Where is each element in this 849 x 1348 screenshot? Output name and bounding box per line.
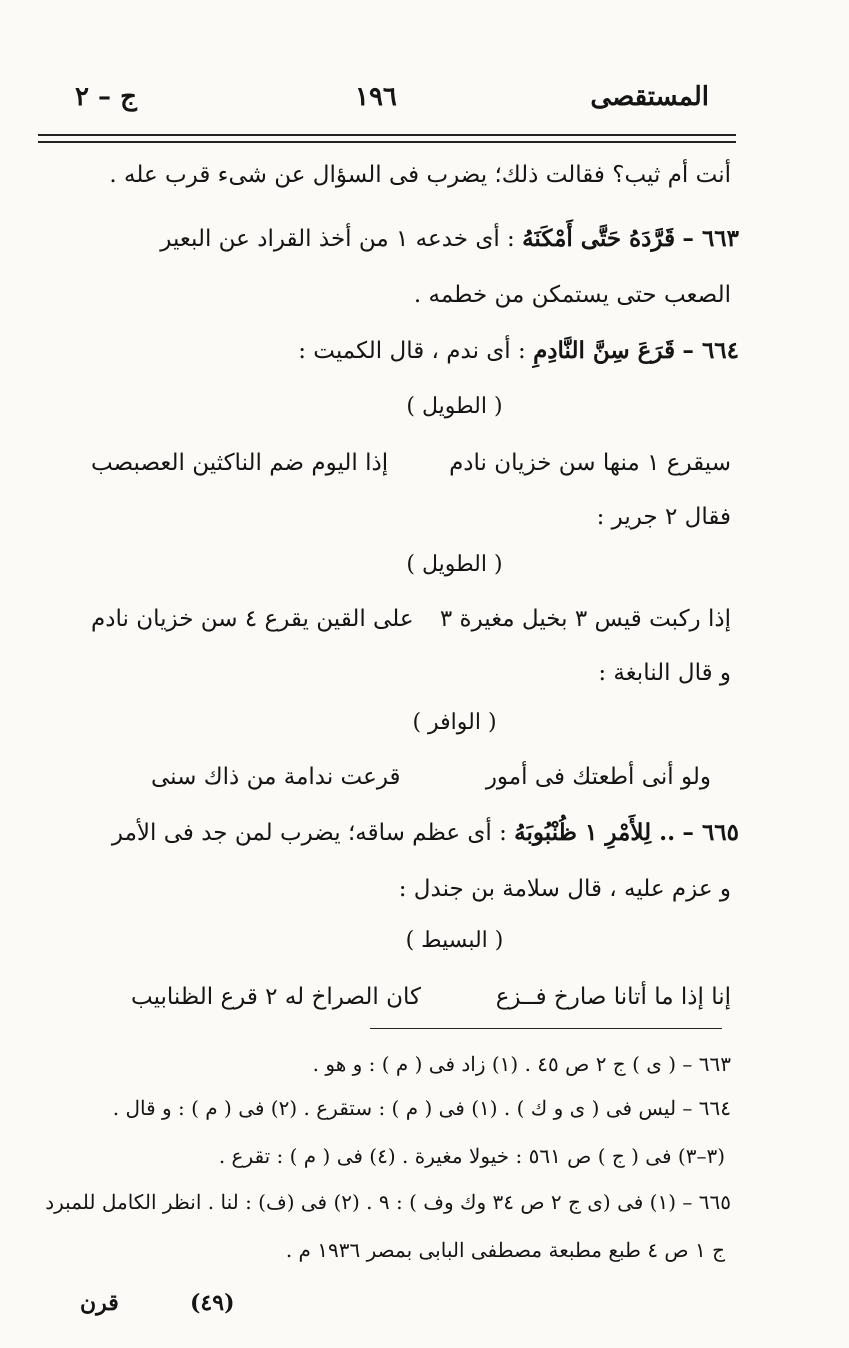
verse-hemistich-second: إذا اليوم ضم الناكثين العصبصب <box>91 450 389 476</box>
header-rule-top <box>38 134 736 136</box>
verse-hemistich-first: ولو أنى أطعتك فى أمور <box>485 764 711 790</box>
text-line: أنت أم ثيب؟ فقالت ذلك؛ يضرب فى السؤال عن شىء قرب عله . <box>109 162 731 188</box>
verse-line <box>91 604 731 634</box>
meter-label: ( الطويل ) <box>406 394 503 419</box>
entry-number: ٦٦٤ – <box>682 337 739 364</box>
meter-label: ( البسيط ) <box>405 928 504 953</box>
entry-text: : أى عظم ساقه؛ يضرب لمن جد فى الأمر <box>111 820 507 846</box>
entry-headword: قَرَعَ سِنَّ النَّادِمِ <box>533 337 676 364</box>
page-number: ١٩٦ <box>355 82 397 112</box>
verse-hemistich-second: قرعت ندامة من ذاك سنى <box>151 764 401 790</box>
footnote-line: ج ١ ص ٤ طبع مطبعة مصطفى البابى بمصر ١٩٣٦ م . <box>285 1238 725 1262</box>
book-title: المستقصى <box>590 82 709 112</box>
entry-headword: قَرَّدَهُ حَتَّى أَمْكَنَهُ <box>522 225 676 252</box>
footnote-line: ٦٦٣ – ( ى ) ج ٢ ص ٤٥ . (١) زاد فى ( م ) : و هو . <box>312 1052 731 1076</box>
verse-hemistich-first: إنا إذا ما أتانا صارخ فــزع <box>495 984 731 1010</box>
verse-line <box>131 982 731 1012</box>
text-line: الصعب حتى يستمكن من خطمه . <box>413 282 731 308</box>
verse-line <box>151 762 711 792</box>
meter-label: ( الطويل ) <box>406 552 503 577</box>
footnote-rule <box>370 1028 722 1029</box>
verse-hemistich-first: سيقرع ١ منها سن خزيان نادم <box>449 450 731 476</box>
entry-text: : أى خدعه ١ من أخذ القراد عن البعير <box>160 226 515 252</box>
entry-number: ٦٦٣ – <box>682 225 739 252</box>
running-header <box>55 82 709 122</box>
text-line: فقال ٢ جرير : <box>596 504 731 530</box>
entry-headword: .. لِلأَمْرِ ١ ظُنْبُوبَهُ <box>514 819 676 846</box>
text-line: و عزم عليه ، قال سلامة بن جندل : <box>398 876 731 902</box>
footnote-line: (٣–٣) فى ( ج ) ص ٥٦١ : خيولا مغيرة . (٤) فى ( م ) : تقرع . <box>218 1144 725 1168</box>
entry-text: : أى ندم ، قال الكميت : <box>298 338 526 364</box>
text-line: و قال النابغة : <box>598 660 731 686</box>
entry-665 <box>112 818 739 848</box>
verse-hemistich-second: على القين يقرع ٤ سن خزيان نادم <box>91 606 414 632</box>
footnote-line: ٦٦٥ – (١) فى (ى ج ٢ ص ٣٤ وك وف ) : ٩ . (٢) فى (ف) : لنا . انظر الكامل للمبرد <box>45 1190 731 1214</box>
footnote-line: ٦٦٤ – ليس فى ( ى و ك ) . (١) فى ( م ) : ستقرع . (٢) فى ( م ) : و قال . <box>112 1096 731 1120</box>
volume-label: ج – ٢ <box>75 82 137 112</box>
leaf-number: (٤٩) <box>190 1290 235 1316</box>
verse-line <box>91 448 731 478</box>
entry-number: ٦٦٥ – <box>682 819 739 846</box>
meter-label: ( الوافر ) <box>412 710 497 735</box>
entry-663 <box>160 224 739 254</box>
header-rule-bottom <box>38 141 736 143</box>
verse-hemistich-second: كان الصراخ له ٢ قرع الظنابيب <box>131 984 421 1010</box>
entry-664 <box>298 336 739 366</box>
signature-word: قرن <box>80 1290 119 1316</box>
verse-hemistich-first: إذا ركبت قيس ٣ بخيل مغيرة ٣ <box>439 606 731 632</box>
